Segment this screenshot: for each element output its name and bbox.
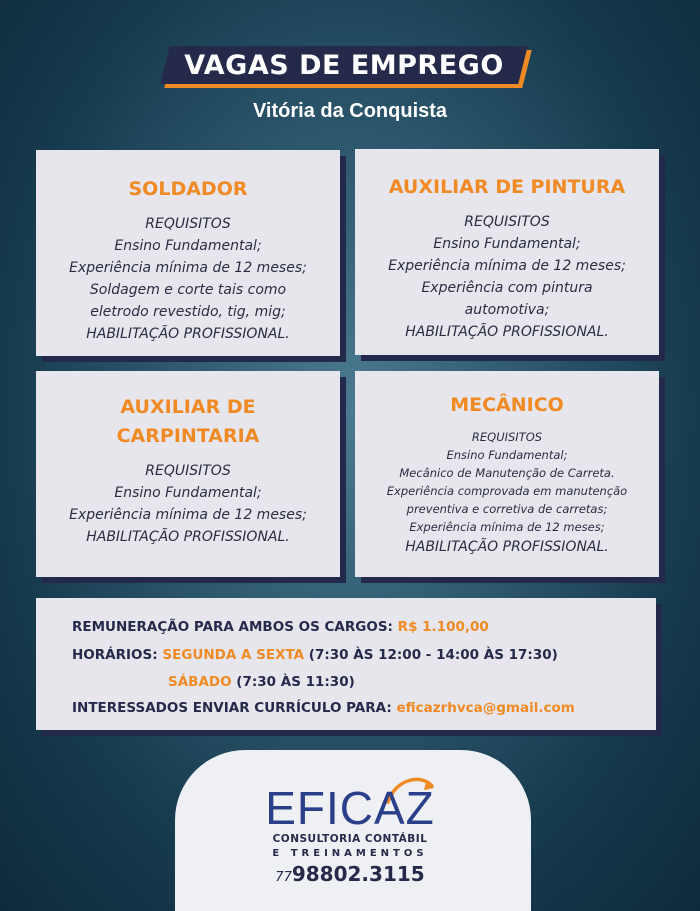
saturday-hours: (7:30 ÀS 11:30) <box>236 674 355 690</box>
company-tagline-secondary: E TREINAMENTOS <box>272 848 428 859</box>
hours-label: HORÁRIOS: <box>72 647 158 663</box>
job-card-auxiliar-carpintaria <box>36 371 340 577</box>
requirement-line: Experiência com pintura <box>421 280 593 296</box>
requirement-line: Mecânico de Manutenção de Carreta. <box>399 466 615 480</box>
requirement-line: Experiência mínima de 12 meses; <box>69 507 307 523</box>
requirement-line: Ensino Fundamental; <box>114 238 262 254</box>
phone-digits: 98802.3115 <box>291 862 425 886</box>
job-requirements <box>69 460 307 548</box>
requirement-line: HABILITAÇÃO PROFISSIONAL. <box>405 324 609 340</box>
requirement-line: Ensino Fundamental; <box>114 485 262 501</box>
requirements-heading: REQUISITOS <box>471 430 543 444</box>
phone-number[interactable] <box>0 862 700 886</box>
requirement-line: Experiência mínima de 12 meses; <box>388 258 626 274</box>
info-box <box>36 598 656 730</box>
saturday-row <box>168 674 355 690</box>
page-title: VAGAS DE EMPREGO <box>184 50 504 81</box>
requirement-line: Soldagem e corte tais como <box>89 282 287 298</box>
apply-row <box>72 700 575 716</box>
requirements-heading: REQUISITOS <box>145 463 231 479</box>
apply-label: INTERESSADOS ENVIAR CURRÍCULO PARA: <box>72 700 392 716</box>
company-tagline: CONSULTORIA CONTÁBIL <box>272 833 428 845</box>
job-title-line: CARPINTARIA <box>116 425 260 447</box>
weekdays-hours: (7:30 ÀS 12:00 - 14:00 ÀS 17:30) <box>308 647 558 663</box>
requirement-line: HABILITAÇÃO PROFISSIONAL. <box>86 529 290 545</box>
job-title: MECÂNICO <box>450 394 564 416</box>
requirement-line: Experiência mínima de 12 meses; <box>409 520 605 534</box>
header-banner <box>165 46 533 92</box>
job-title: AUXILIAR DE PINTURA <box>388 176 626 198</box>
job-title: SOLDADOR <box>128 178 248 200</box>
hours-row <box>72 647 558 663</box>
page-subtitle: Vitória da Conquista <box>252 100 448 122</box>
weekdays-label: SEGUNDA A SEXTA <box>162 647 305 663</box>
job-title-line: AUXILIAR DE <box>120 396 256 418</box>
requirement-line: preventiva e corretiva de carretas; <box>406 502 608 516</box>
requirement-line: Ensino Fundamental; <box>433 236 581 252</box>
phone-area-code: 77 <box>275 870 292 885</box>
job-requirements <box>69 213 307 345</box>
requirement-line: HABILITAÇÃO PROFISSIONAL. <box>405 539 609 555</box>
requirement-line: HABILITAÇÃO PROFISSIONAL. <box>86 326 290 342</box>
requirement-line: Experiência mínima de 12 meses; <box>69 260 307 276</box>
saturday-label: SÁBADO <box>168 674 232 690</box>
job-requirements <box>388 211 626 343</box>
salary-label: REMUNERAÇÃO PARA AMBOS OS CARGOS: <box>72 619 393 635</box>
requirement-line: automotiva; <box>464 302 550 318</box>
salary-value: R$ 1.100,00 <box>397 619 489 635</box>
job-card-mecanico <box>355 371 659 577</box>
job-card-auxiliar-pintura <box>355 149 659 355</box>
job-requirements <box>387 428 627 558</box>
contact-email[interactable]: eficazrhvca@gmail.com <box>396 700 575 716</box>
requirements-heading: REQUISITOS <box>464 214 550 230</box>
requirement-line: eletrodo revestido, tig, mig; <box>90 304 286 320</box>
requirement-line: Ensino Fundamental; <box>446 448 568 462</box>
job-card-soldador <box>36 150 340 356</box>
requirements-heading: REQUISITOS <box>145 216 231 232</box>
company-logo-wordmark: EFICAZ <box>265 782 435 834</box>
salary-row <box>72 619 489 635</box>
requirement-line: Experiência comprovada em manutenção <box>386 484 628 498</box>
